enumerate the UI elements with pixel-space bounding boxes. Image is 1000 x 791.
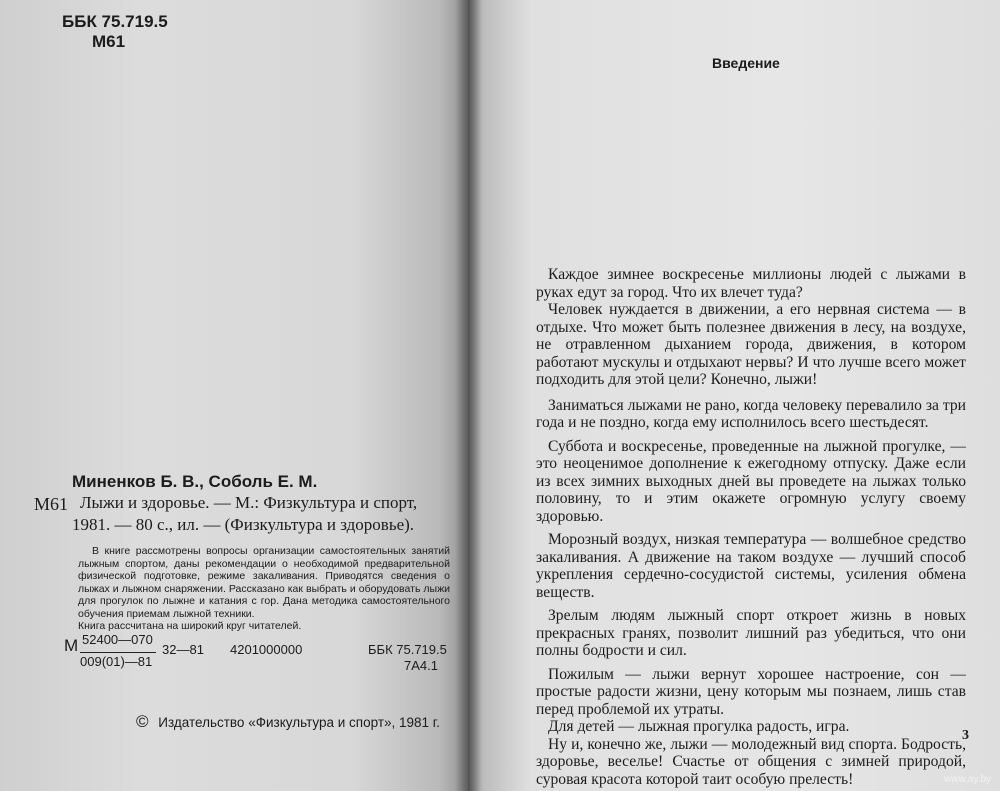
paragraph: Морозный воздух, низкая температура — волшебное средство закаливания. А движение на таком воздухе — лучший способ укрепления сердечно-сосудистой системы, усиления обмена веществ. [536, 531, 966, 601]
paragraph: Пожилым — лыжи вернут хорошее настроение, сон — простые радости жизни, цену которым мы познаем, лишь став перед проблемой их утраты. [536, 665, 966, 718]
annotation [78, 545, 450, 633]
annotation-last: Книга рассчитана на широкий круг читателей. [78, 620, 302, 632]
book-gutter [455, 0, 481, 791]
code-numerator: 52400—070 [82, 632, 153, 647]
code-udk: 7А4.1 [404, 658, 438, 673]
left-page [0, 0, 468, 791]
author-mark: М61 [92, 32, 126, 51]
paragraph: Суббота и воскресенье, проведенные на лыжной прогулке, — это неоценимое дополнение к ежегодному отпуску. Даже если из всех зимних выходных дней вы проведете на лыжах только половину, то и этим окажете огромную услугу своему здоровью. [536, 437, 966, 525]
paragraph: Человек нуждается в движении, а его нервная система — в отдыхе. Что может быть полезнее движения в лесу, на воздухе, не отравленном дыханием города, движения, в котором работают мускулы и отдыхают нервы? И что лучше всего может подходить для этой цели? Конечно, лыжи! [536, 301, 966, 388]
copyright-line [136, 712, 440, 732]
card-title-line2: 1981. — 80 с., ил. — (Физкультура и здоровье). [72, 515, 415, 534]
code-fraction-line [80, 652, 156, 653]
paragraph: Для детей — лыжная прогулка радость, игра. [548, 718, 850, 735]
copyright-icon: © [136, 712, 149, 731]
bbk-index: ББК 75.719.5 [62, 12, 168, 31]
card-title-line1: Лыжи и здоровье. — М.: Физкультура и спорт, [80, 493, 418, 512]
copyright-text: Издательство «Физкультура и спорт», 1981 г. [158, 715, 440, 730]
annotation-text: В книге рассмотрены вопросы организации самостоятельных занятий лыжным спортом, даны рекомендации о необходимой предварительной физической подготовке, режиме закаливания. Приводятся сведения о лыжах и лыжном снаряжении. Рассказано как выбрать и оборудовать лыжи для прогулок по лыжне и катания с гор. Дана методика самостоятельного обучения приемам лыжной техники. [78, 545, 450, 620]
card-title [72, 492, 418, 536]
paragraph: Каждое зимнее воскресенье миллионы людей с лыжами в руках едут за город. Что их влечет туда? [536, 266, 966, 301]
page-number: 3 [962, 728, 969, 743]
body-text [536, 266, 966, 788]
code-number: 4201000000 [230, 642, 303, 657]
code-bbk: ББК 75.719.5 [368, 642, 447, 657]
code-price: 32—81 [162, 642, 204, 657]
code-m: М [64, 636, 79, 655]
paragraph: Зрелым людям лыжный спорт откроет жизнь в новых прекрасных гранях, позволит лишний раз убедиться, что они полны бодрости и сил. [536, 607, 966, 659]
paragraph: Заниматься лыжами не рано, когда человеку перевалило за три года и не поздно, когда ему исполнилось всего шестьдесят. [536, 396, 966, 431]
paragraph: Ну и, конечно же, лыжи — молодежный вид спорта. Бодрость, здоровье, веселье! Счастье от общения с зимней природой, суровая красота которой таит особую прелесть! [536, 735, 966, 788]
card-authors: Миненков Б. В., Соболь Е. М. [72, 472, 318, 491]
card-mark: М61 [34, 494, 69, 514]
page-title: Введение [712, 55, 780, 71]
watermark: www.ay.by [944, 774, 992, 785]
code-denominator: 009(01)—81 [80, 654, 153, 669]
